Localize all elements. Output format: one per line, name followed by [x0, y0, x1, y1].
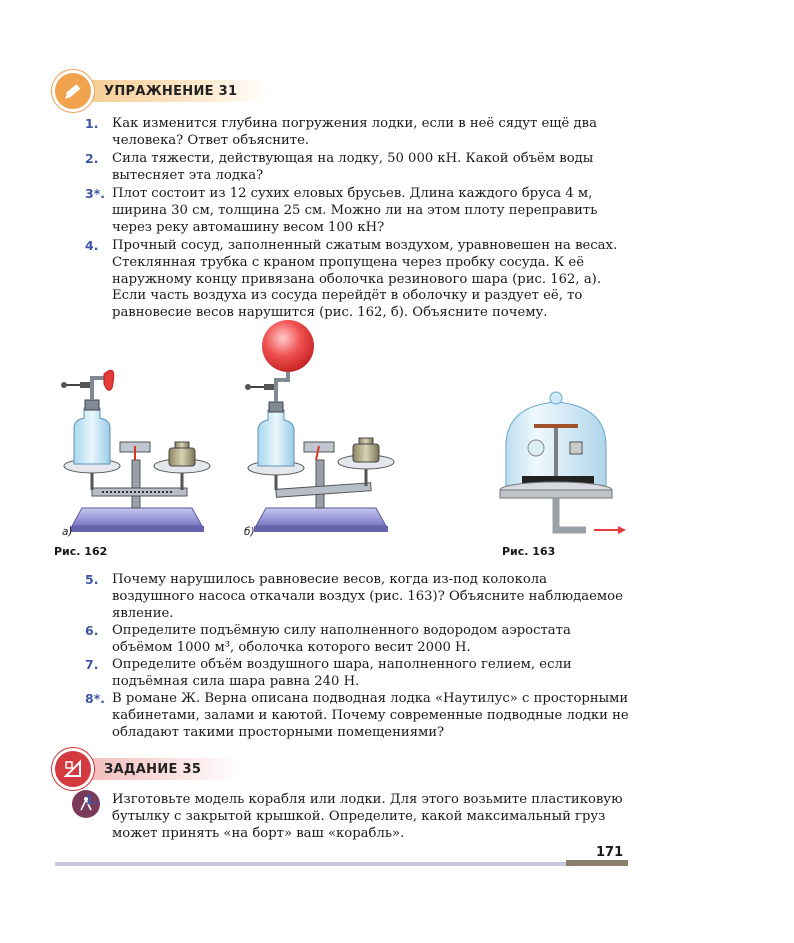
item-text: Изготовьте модель корабля или лодки. Для этого возьмите пластиковую бутылку с закрытой крышкой. Определите, какой максимальный груз может принять «на борт» ваш «корабль». [112, 792, 623, 841]
figure-163-caption: Рис. 163 [502, 545, 556, 558]
exercise-item-8 [85, 691, 632, 741]
item-number: 1. [85, 792, 99, 807]
item-text: Как изменится глубина погружения лодки, если в неё сядут ещё два человека? Ответ объясните. [112, 116, 597, 148]
exercise-item-3 [85, 186, 632, 236]
exercise-header [52, 74, 237, 108]
exercise-item-1 [85, 116, 632, 150]
footer-line [55, 862, 625, 866]
figure-163-vacuum-bell-illustration [498, 386, 633, 544]
item-text: В романе Ж. Верна описана подводная лодка «Наутилус» с просторными кабинетами, залами и каютой. Почему современные подводные лодки не обладают такими просторными помещениями? [112, 691, 629, 740]
figure-162b-scales-illustration [236, 318, 411, 538]
figure-162a-scales-illustration [52, 348, 227, 538]
item-number: 3*. [85, 186, 105, 201]
pencil-icon [52, 70, 94, 112]
item-text: Почему нарушилось равновесие весов, когда из-под колокола воздушного насоса откачали воздух (рис. 163)? Объясните наблюдаемое явление. [112, 572, 623, 621]
item-text: Определите объём воздушного шара, наполненного гелием, если подъёмная сила шара равна 240 Н. [112, 657, 572, 689]
figure-162-caption: Рис. 162 [54, 545, 108, 558]
item-number: 1. [85, 116, 99, 131]
figure-label-a: а) [62, 526, 73, 538]
item-number: 5. [85, 572, 99, 587]
page-number: 171 [596, 845, 624, 860]
task-title: ЗАДАНИЕ 35 [104, 761, 202, 777]
item-number: 2. [85, 151, 99, 166]
item-number: 8*. [85, 691, 105, 706]
item-text: Прочный сосуд, заполненный сжатым воздухом, уравновешен на весах. Стеклянная трубка с краном пропущена через пробку сосуда. К её наружному концу привязана оболочка резинового шара (рис. 162, а). Если часть воздуха из сосуда перейдёт в оболочку и раздует её, то равновесие весов нарушится (рис. 162, б). Объясните почему. [112, 238, 618, 321]
footer-accent [566, 860, 628, 866]
geometry-icon [52, 748, 94, 790]
task-header [52, 752, 201, 786]
item-text: Определите подъёмную силу наполненного водородом аэростата объёмом 1000 м³, оболочка которого весит 2000 Н. [112, 623, 571, 655]
item-number: 6. [85, 623, 99, 638]
item-text: Плот состоит из 12 сухих еловых брусьев. Длина каждого бруса 4 м, ширина 30 см, толщина 25 см. Можно ли на этом плоту переправить через реку автомашину весом 100 кН? [112, 186, 598, 235]
exercise-item-7 [85, 657, 632, 691]
item-number: 4. [85, 238, 99, 253]
exercise-item-6 [85, 623, 632, 657]
exercise-item-2 [85, 151, 632, 185]
item-text: Сила тяжести, действующая на лодку, 50 000 кН. Какой объём воды вытесняет эта лодка? [112, 151, 594, 183]
exercise-item-4 [85, 238, 632, 322]
figure-label-b: б) [244, 526, 255, 538]
task-item-1 [85, 792, 632, 842]
exercise-item-5 [85, 572, 632, 622]
exercise-title: УПРАЖНЕНИЕ 31 [104, 83, 238, 99]
item-number: 7. [85, 657, 99, 672]
